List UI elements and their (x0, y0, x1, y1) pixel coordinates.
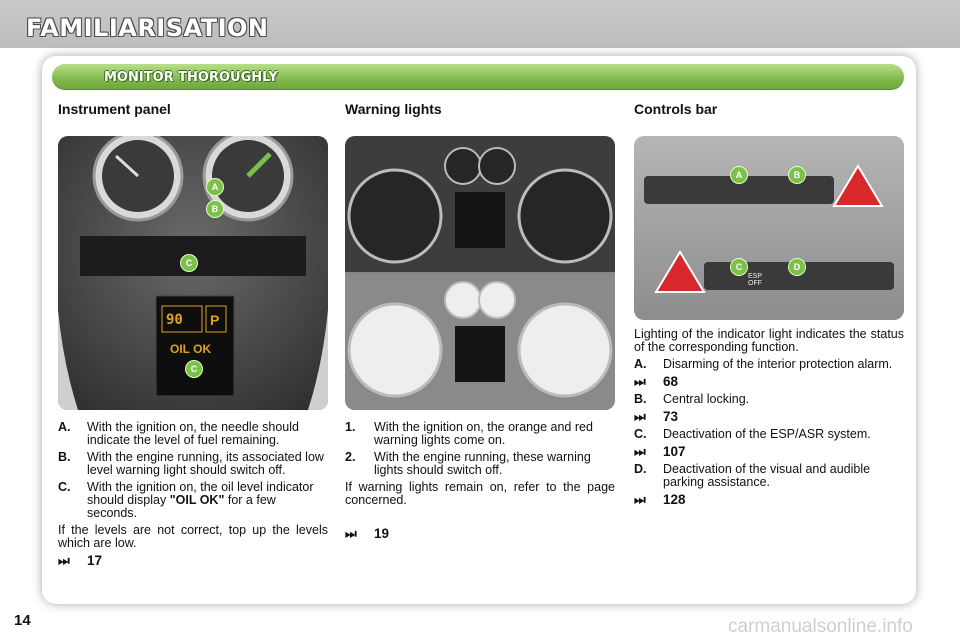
next-arrow-icon: ⏭ (634, 409, 646, 424)
instrument-panel-text (58, 421, 328, 572)
page-reference[interactable] (634, 493, 904, 506)
item-text: Disarming of the interior protection alarm. (663, 357, 893, 371)
item-key: D. (634, 462, 647, 476)
item-text: With the engine running, its associated low level warning light should switch off. (87, 450, 324, 477)
page-ref-number[interactable]: 68 (663, 374, 679, 389)
item-text-bold: "OIL OK" (169, 493, 225, 507)
instrument-panel-title: Instrument panel (58, 101, 171, 117)
display-gear: P (210, 312, 220, 328)
warning-note: If warning lights remain on, refer to the page concerned. (345, 480, 615, 507)
item-key: A. (634, 357, 647, 371)
next-arrow-icon: ⏭ (345, 526, 357, 541)
item-key: 1. (345, 420, 356, 434)
warning-lights-image (345, 136, 615, 410)
page-ref-number[interactable]: 17 (87, 553, 103, 568)
page-ref-number[interactable]: 128 (663, 492, 686, 507)
controls-bar-illustration (634, 136, 904, 320)
page-reference[interactable] (345, 527, 615, 540)
item-key: 2. (345, 450, 356, 464)
item-key: C. (634, 427, 647, 441)
section-ribbon (52, 64, 904, 90)
item-text: Central locking. (663, 392, 750, 406)
item-text: Deactivation of the visual and audible parking assistance. (663, 462, 871, 489)
badge-a: A (206, 178, 224, 196)
warning-lights-illustration (345, 136, 615, 410)
esp-label: ESP (748, 273, 763, 280)
badge-c-bottom: C (185, 360, 203, 378)
badge-c-top: C (180, 254, 198, 272)
item-text-after: for a few seconds. (87, 493, 276, 520)
controls-bar-text (634, 328, 904, 511)
control-badge-b: B (788, 166, 806, 184)
section-label: MONITOR THOROUGHLY (104, 70, 278, 85)
warning-lights-text (345, 421, 615, 545)
item-text: With the ignition on, the orange and red warning lights come on. (374, 420, 593, 447)
item-text (87, 481, 328, 520)
controls-bar-title: Controls bar (634, 101, 718, 117)
display-oil-text: OIL OK (170, 342, 212, 356)
list-item (58, 481, 328, 520)
page-ref-number[interactable]: 19 (374, 526, 390, 541)
next-arrow-icon: ⏭ (634, 444, 646, 459)
list-item (345, 451, 615, 477)
item-key: C. (58, 480, 71, 494)
instrument-panel-image (58, 136, 328, 410)
controls-intro: Lighting of the indicator light indicates the status of the corresponding function. (634, 327, 904, 354)
next-arrow-icon: ⏭ (634, 374, 646, 389)
item-text: Deactivation of the ESP/ASR system. (663, 427, 871, 441)
header-bar (0, 0, 960, 48)
page-reference[interactable] (634, 445, 904, 458)
warning-lights-title: Warning lights (345, 101, 442, 117)
list-item (634, 428, 904, 441)
page-number: 14 (14, 612, 31, 629)
badge-b: B (206, 200, 224, 218)
item-text-before: With the ignition on, the oil level indicator should display (87, 480, 314, 507)
item-key: B. (58, 450, 71, 464)
control-badge-d: D (788, 258, 806, 276)
control-badge-a: A (730, 166, 748, 184)
item-key: B. (634, 392, 647, 406)
display-reading: 90 (166, 312, 183, 328)
control-badge-c: C (730, 258, 748, 276)
controls-bar-image (634, 136, 904, 320)
esp-sub-label: OFF (748, 280, 762, 287)
watermark: carmanualsonline.info (728, 616, 913, 637)
page-ref-number[interactable]: 73 (663, 409, 679, 424)
list-item (634, 463, 904, 489)
list-item (634, 358, 904, 371)
next-arrow-icon: ⏭ (58, 553, 70, 568)
page-ref-number[interactable]: 107 (663, 444, 686, 459)
instrument-note: If the levels are not correct, top up the levels which are low. (58, 523, 328, 550)
item-text: With the ignition on, the needle should indicate the level of fuel remaining. (87, 420, 299, 447)
page-title: FAMILIARISATION (26, 14, 269, 42)
list-item (58, 451, 328, 477)
item-text: With the engine running, these warning lights should switch off. (374, 450, 591, 477)
page-reference[interactable] (634, 375, 904, 388)
list-item (345, 421, 615, 447)
list-item (634, 393, 904, 406)
next-arrow-icon: ⏭ (634, 492, 646, 507)
list-item (58, 421, 328, 447)
esp-button-label (748, 273, 762, 287)
page-reference[interactable] (58, 554, 328, 567)
page-reference[interactable] (634, 410, 904, 423)
item-key: A. (58, 420, 71, 434)
